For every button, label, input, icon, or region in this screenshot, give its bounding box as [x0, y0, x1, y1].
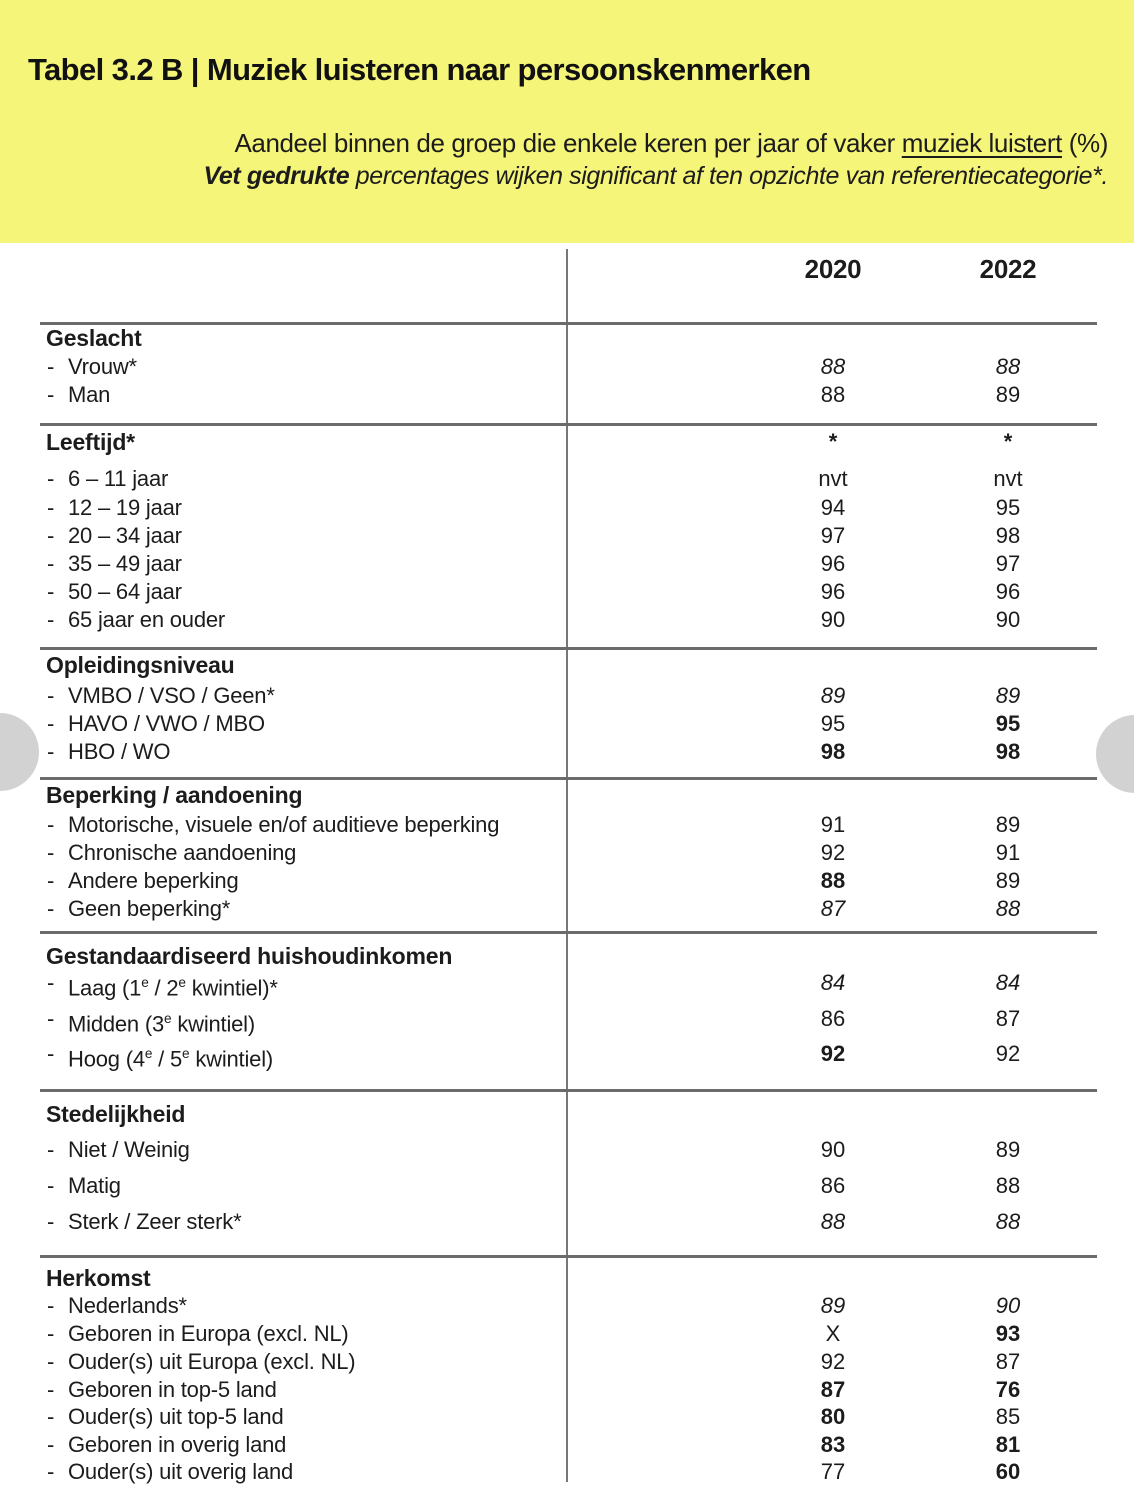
label-superscript: e: [144, 1046, 153, 1061]
label-text: kwintiel): [189, 1046, 274, 1072]
row-dash: -: [47, 1006, 55, 1031]
row-dash: -: [47, 711, 55, 736]
row-label: Matig: [68, 1173, 121, 1198]
column-header-2022: 2022: [979, 254, 1037, 284]
row-dash: -: [47, 579, 55, 604]
group-header: Geslacht: [46, 325, 142, 351]
row-value-2020: 94: [820, 495, 846, 520]
label-text: / 5: [152, 1046, 183, 1072]
row-value-2022: 81: [995, 1432, 1021, 1457]
row-value-2020: 88: [820, 868, 846, 893]
row-dash: -: [47, 1041, 55, 1066]
row-label: [68, 970, 278, 1001]
row-dash: -: [47, 683, 55, 708]
row-value-2022: 95: [995, 711, 1021, 736]
row-dash: -: [47, 1349, 55, 1374]
row-label: Andere beperking: [68, 868, 239, 893]
row-label: 12 – 19 jaar: [68, 495, 182, 520]
row-label: Geen beperking*: [68, 896, 231, 921]
row-label: Ouder(s) uit overig land: [68, 1459, 294, 1484]
row-value-2020: 86: [820, 1173, 846, 1198]
row-value-2022: 89: [995, 683, 1021, 708]
row-value-2020: 91: [820, 812, 846, 837]
row-value-2020: 87: [820, 1377, 846, 1402]
row-value-2022: 88: [995, 354, 1021, 379]
group-header: Leeftijd*: [46, 429, 135, 455]
row-value-2020: 96: [820, 579, 846, 604]
row-dash: -: [47, 523, 55, 548]
page-edge-circle-left: [0, 713, 39, 791]
row-dash: -: [47, 466, 55, 491]
column-header-2020: 2020: [804, 254, 862, 284]
row-dash: -: [47, 739, 55, 764]
column-divider-line: [566, 249, 568, 1482]
row-label: Chronische aandoening: [68, 840, 297, 865]
row-value-2022: 85: [995, 1404, 1021, 1429]
row-label: [68, 1006, 255, 1037]
row-value-2022: 88: [995, 1173, 1021, 1198]
group-header: Gestandaardiseerd huishoudinkomen: [46, 943, 453, 969]
row-label: Vrouw*: [68, 354, 137, 379]
group-header: Herkomst: [46, 1265, 151, 1291]
row-value-2022: 97: [995, 551, 1021, 576]
row-label: Geboren in Europa (excl. NL): [68, 1321, 349, 1346]
row-dash: -: [47, 868, 55, 893]
group-rule: [40, 423, 1097, 426]
group-rule: [40, 322, 1097, 325]
row-value-2020: 95: [820, 711, 846, 736]
row-label: HBO / WO: [68, 739, 171, 764]
row-dash: -: [47, 1293, 55, 1318]
row-dash: -: [47, 840, 55, 865]
row-value-2020: 84: [820, 970, 846, 995]
row-value-2022: 96: [995, 579, 1021, 604]
label-superscript: e: [141, 975, 149, 990]
row-value-2020: 88: [820, 1209, 846, 1234]
group-header: Stedelijkheid: [46, 1101, 186, 1127]
row-dash: -: [47, 382, 55, 407]
label-superscript: e: [164, 1011, 172, 1026]
group-rule: [40, 647, 1097, 650]
row-label: 6 – 11 jaar: [68, 466, 169, 491]
row-dash: -: [47, 495, 55, 520]
subtitle-line-1: [204, 127, 1108, 160]
group-header: Opleidingsniveau: [46, 652, 235, 678]
row-value-2020: 83: [820, 1432, 846, 1457]
row-value-2022: 87: [995, 1349, 1021, 1374]
row-dash: -: [47, 607, 55, 632]
row-label: VMBO / VSO / Geen*: [68, 683, 275, 708]
row-dash: -: [47, 970, 55, 995]
row-value-2022: 84: [995, 970, 1021, 995]
row-value-2020: 90: [820, 1137, 846, 1162]
row-value-2022: 89: [995, 1137, 1021, 1162]
subtitle-italic-rest: percentages wijken significant af ten opzichte van referentiecategorie*.: [349, 162, 1108, 190]
subtitle-suffix: (%): [1061, 128, 1108, 158]
row-label: Geboren in top-5 land: [68, 1377, 277, 1402]
label-text: kwintiel): [171, 1011, 255, 1037]
subtitle-line-2: [204, 160, 1108, 193]
page-edge-circle-right: [1096, 715, 1134, 793]
row-label: Ouder(s) uit Europa (excl. NL): [68, 1349, 356, 1374]
row-label: 50 – 64 jaar: [68, 579, 182, 604]
row-value-2022: nvt: [993, 466, 1023, 491]
row-value-2022: 92: [995, 1041, 1021, 1066]
row-dash: -: [47, 354, 55, 379]
row-label: [68, 1041, 273, 1072]
row-value-2020: X: [825, 1321, 841, 1346]
header-band: [0, 0, 1134, 243]
row-value-2022: 90: [995, 607, 1021, 632]
label-text: Hoog (4: [68, 1046, 145, 1072]
row-value-2022: 89: [995, 812, 1021, 837]
row-value-2022: 95: [995, 495, 1021, 520]
row-label: Niet / Weinig: [68, 1137, 190, 1162]
row-value-2020: 96: [820, 551, 846, 576]
row-value-2020: 88: [820, 382, 846, 407]
row-value-2020: 98: [820, 739, 846, 764]
group-header: Beperking / aandoening: [46, 782, 303, 808]
row-value-2020: 97: [820, 523, 846, 548]
row-label: Ouder(s) uit top-5 land: [68, 1404, 284, 1429]
group-rule: [40, 777, 1097, 780]
group-rule: [40, 931, 1097, 934]
row-dash: -: [47, 1459, 55, 1484]
table-subtitle: [204, 127, 1108, 193]
row-dash: -: [47, 551, 55, 576]
group-rule: [40, 1255, 1097, 1258]
row-value-2020: 89: [820, 683, 846, 708]
row-dash: -: [47, 812, 55, 837]
row-value-2020: 87: [820, 896, 846, 921]
row-label: Nederlands*: [68, 1293, 187, 1318]
row-value-2022: 87: [995, 1006, 1021, 1031]
row-value-2022: 89: [995, 382, 1021, 407]
row-value-2022: 90: [995, 1293, 1021, 1318]
group-rule: [40, 1089, 1097, 1092]
row-label: Man: [68, 382, 111, 407]
row-label: 65 jaar en ouder: [68, 607, 226, 632]
label-text: / 2: [148, 975, 179, 1001]
row-value-2020: 92: [820, 1041, 846, 1066]
row-label: Geboren in overig land: [68, 1432, 287, 1457]
label-text: Laag (1: [68, 975, 142, 1001]
row-value-2020: 80: [820, 1404, 846, 1429]
row-value-2022: 60: [995, 1459, 1021, 1484]
subtitle-prefix: Aandeel binnen de groep die enkele keren per jaar of vaker: [234, 128, 902, 158]
page-title: Tabel 3.2 B | Muziek luisteren naar persoonskenmerken: [28, 52, 811, 87]
row-label: 35 – 49 jaar: [68, 551, 182, 576]
group-header-marker: *: [1003, 429, 1013, 454]
label-superscript: e: [182, 1046, 190, 1061]
row-label: 20 – 34 jaar: [68, 523, 182, 548]
row-value-2020: 86: [820, 1006, 846, 1031]
row-dash: -: [47, 1173, 55, 1198]
row-value-2020: 92: [820, 840, 846, 865]
row-dash: -: [47, 1321, 55, 1346]
row-value-2022: 89: [995, 868, 1021, 893]
row-dash: -: [47, 1137, 55, 1162]
row-value-2022: 98: [995, 523, 1021, 548]
row-value-2022: 76: [995, 1377, 1021, 1402]
row-value-2022: 88: [995, 1209, 1021, 1234]
subtitle-underlined-phrase: muziek luistert: [901, 128, 1062, 158]
subtitle-bold-lead: Vet gedrukte: [203, 162, 350, 190]
row-value-2020: 92: [820, 1349, 846, 1374]
row-label: HAVO / VWO / MBO: [68, 711, 265, 736]
row-value-2020: nvt: [818, 466, 848, 491]
row-value-2020: 89: [820, 1293, 846, 1318]
label-text: kwintiel)*: [185, 975, 278, 1001]
row-dash: -: [47, 1432, 55, 1457]
label-superscript: e: [178, 975, 186, 990]
row-value-2022: 98: [995, 739, 1021, 764]
row-value-2020: 77: [820, 1459, 846, 1484]
row-value-2022: 93: [995, 1321, 1021, 1346]
row-value-2020: 88: [820, 354, 846, 379]
row-dash: -: [47, 1209, 55, 1234]
row-dash: -: [47, 1377, 55, 1402]
row-label: Sterk / Zeer sterk*: [68, 1209, 242, 1234]
row-value-2022: 88: [995, 896, 1021, 921]
row-dash: -: [47, 896, 55, 921]
row-value-2022: 91: [995, 840, 1021, 865]
row-value-2020: 90: [820, 607, 846, 632]
row-label: Motorische, visuele en/of auditieve beperking: [68, 812, 500, 837]
group-header-marker: *: [828, 429, 838, 454]
label-text: Midden (3: [68, 1011, 165, 1037]
row-dash: -: [47, 1404, 55, 1429]
